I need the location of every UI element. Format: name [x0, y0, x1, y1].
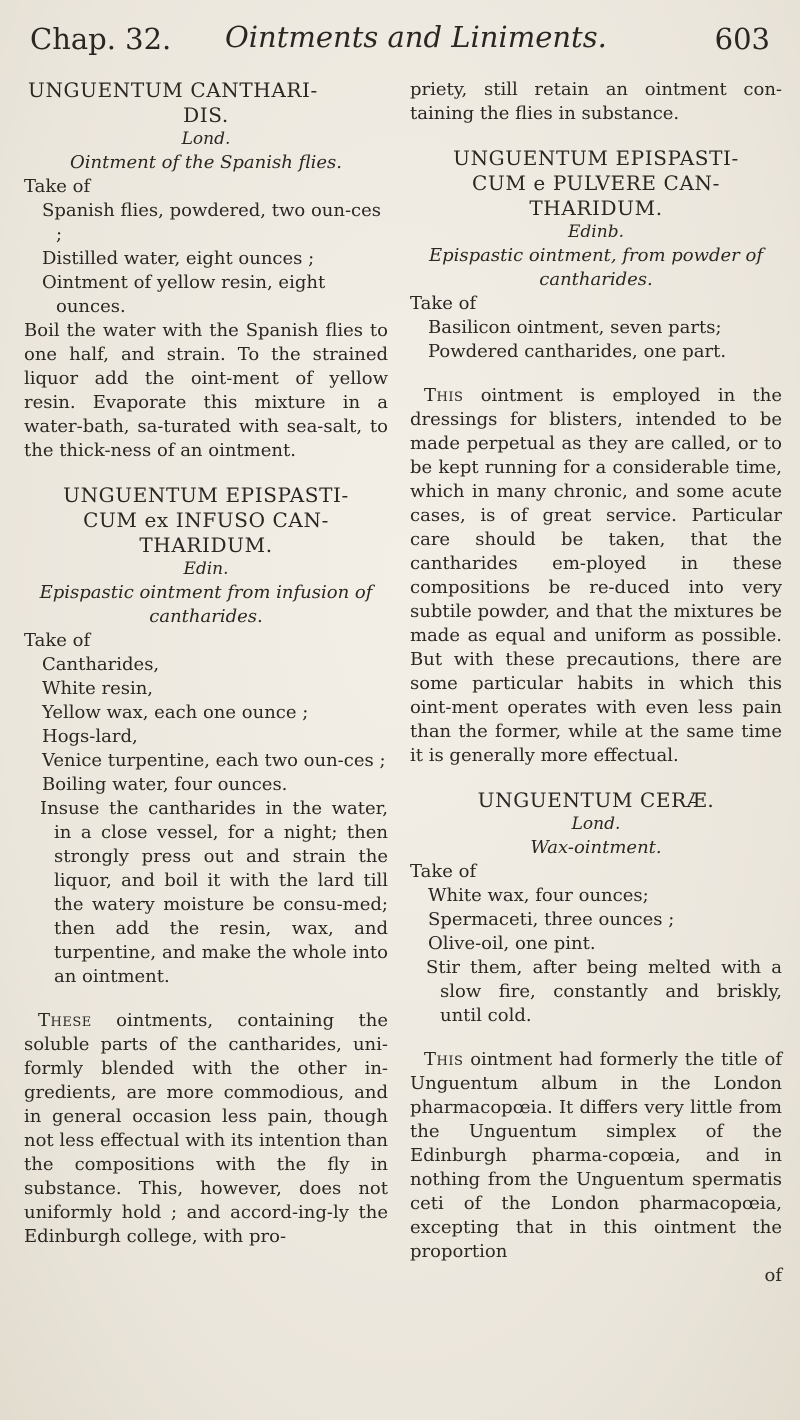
running-title: Ointments and Liniments. [225, 20, 607, 54]
ingredient: Cantharides, [42, 654, 160, 675]
recipe-title: UNGUENTUM CERÆ. [477, 788, 715, 812]
recipe-translation: Epispastic ointment from infusion of [39, 582, 373, 603]
recipe-translation: Epispastic ointment, from powder of [428, 245, 763, 266]
ingredient: Spanish flies, powdered, two oun-ces ; [42, 200, 382, 245]
continued-text: priety, still retain an ointment con-taining the flies in substance. [410, 79, 782, 124]
pharmacopoeia-authority: Lond. [181, 129, 231, 149]
recipe-translation: cantharides. [539, 269, 653, 290]
running-header [30, 14, 770, 64]
recipe-translation: Ointment of the Spanish flies. [70, 152, 342, 173]
page-number: 603 [714, 22, 770, 56]
ingredient: Ointment of yellow resin, eight ounces. [42, 272, 326, 317]
directions: Boil the water with the Spanish flies to one half, and strain. To the strained liquor add the oint-ment of yellow resin. Evaporate this mixture in a water-bath, sa-turated with sea-salt, to the thick-ness of an ointment. [24, 320, 388, 461]
recipe-title: CUM e PULVERE CAN- [472, 171, 720, 195]
take-of-label: Take of [24, 176, 91, 197]
recipe-title: UNGUENTUM CANTHARI- [28, 78, 318, 102]
recipe-title: CUM ex INFUSO CAN- [83, 508, 329, 532]
commentary-lead: This [424, 1049, 464, 1070]
recipe-title: DIS. [183, 103, 229, 127]
ingredient: Venice turpentine, each two oun-ces ; [42, 750, 386, 771]
ingredient: White wax, four ounces; [428, 885, 649, 906]
commentary-lead: This [424, 385, 464, 406]
directions: Stir them, after being melted with a slow fire, constantly and briskly, until cold. [426, 957, 782, 1026]
commentary-text: ointment had formerly the title of Unguentum album in the London pharmacopœia. It differs very little from the Unguentum simplex of the Edinburgh pharma-copœia, and in nothing from the Unguentum spermatis ceti of the London pharmacopœia, excepting that in this ointment the proportion [410, 1049, 782, 1262]
pharmacopoeia-authority: Lond. [571, 814, 621, 834]
take-of-label: Take of [410, 861, 477, 882]
recipe-title: UNGUENTUM EPISPASTI- [453, 146, 739, 170]
right-column [410, 78, 782, 1288]
ingredient: Olive-oil, one pint. [428, 933, 596, 954]
commentary [24, 1009, 388, 1249]
ingredient: Yellow wax, each one ounce ; [42, 702, 309, 723]
ingredient: Powdered cantharides, one part. [428, 341, 727, 362]
ingredient: Basilicon ointment, seven parts; [428, 317, 722, 338]
recipe-translation: Wax-ointment. [530, 837, 662, 858]
commentary [410, 384, 782, 768]
commentary-lead: These [38, 1010, 92, 1031]
commentary-text: ointment is employed in the dressings for blisters, intended to be made perpetual as they are called, or to be kept running for a considerable time, which in many chronic, and some acute cases, is of great service. Particular care should be taken, that the cantharides em-ployed in these compositions be re-duced into very subtile powder, and that the mixtures be made as equal and uniform as possible. But with these precautions, there are some particular habits in which this oint-ment operates with even less pain than the former, while at the same time it is generally more effectual. [410, 385, 782, 766]
ingredient: Distilled water, eight ounces ; [42, 248, 315, 269]
pharmacopoeia-authority: Edin. [183, 559, 229, 579]
commentary [410, 1048, 782, 1264]
commentary-text: ointments, containing the soluble parts of the cantharides, uni-formly blended with the other in-gredients, are more commodious, and in general occasion less pain, though not less effectual with its intention than the compositions with the fly in substance. This, however, does not uniformly hold ; and accord-ing-ly the Edinburgh college, with pro- [24, 1010, 388, 1247]
take-of-label: Take of [410, 293, 477, 314]
ingredient: Boiling water, four ounces. [42, 774, 288, 795]
recipe-title: THARIDUM. [139, 533, 273, 557]
chapter-label: Chap. 32. [30, 22, 172, 56]
recipe-title: THARIDUM. [529, 196, 663, 220]
recipe-title: UNGUENTUM EPISPASTI- [63, 483, 349, 507]
ingredient: Spermaceti, three ounces ; [428, 909, 675, 930]
take-of-label: Take of [24, 630, 91, 651]
ingredient: White resin, [42, 678, 154, 699]
recipe-translation: cantharides. [149, 606, 263, 627]
directions: Insuse the cantharides in the water, in a close vessel, for a night; then strongly press out and strain the liquor, and boil it with the lard till the watery moisture be consu-med; then add the resin, wax, and turpentine, and make the whole into an ointment. [40, 798, 388, 987]
pharmacopoeia-authority: Edinb. [568, 222, 624, 242]
left-column [24, 78, 388, 1249]
ingredient: Hogs-lard, [42, 726, 138, 747]
catchword: of [764, 1265, 782, 1286]
